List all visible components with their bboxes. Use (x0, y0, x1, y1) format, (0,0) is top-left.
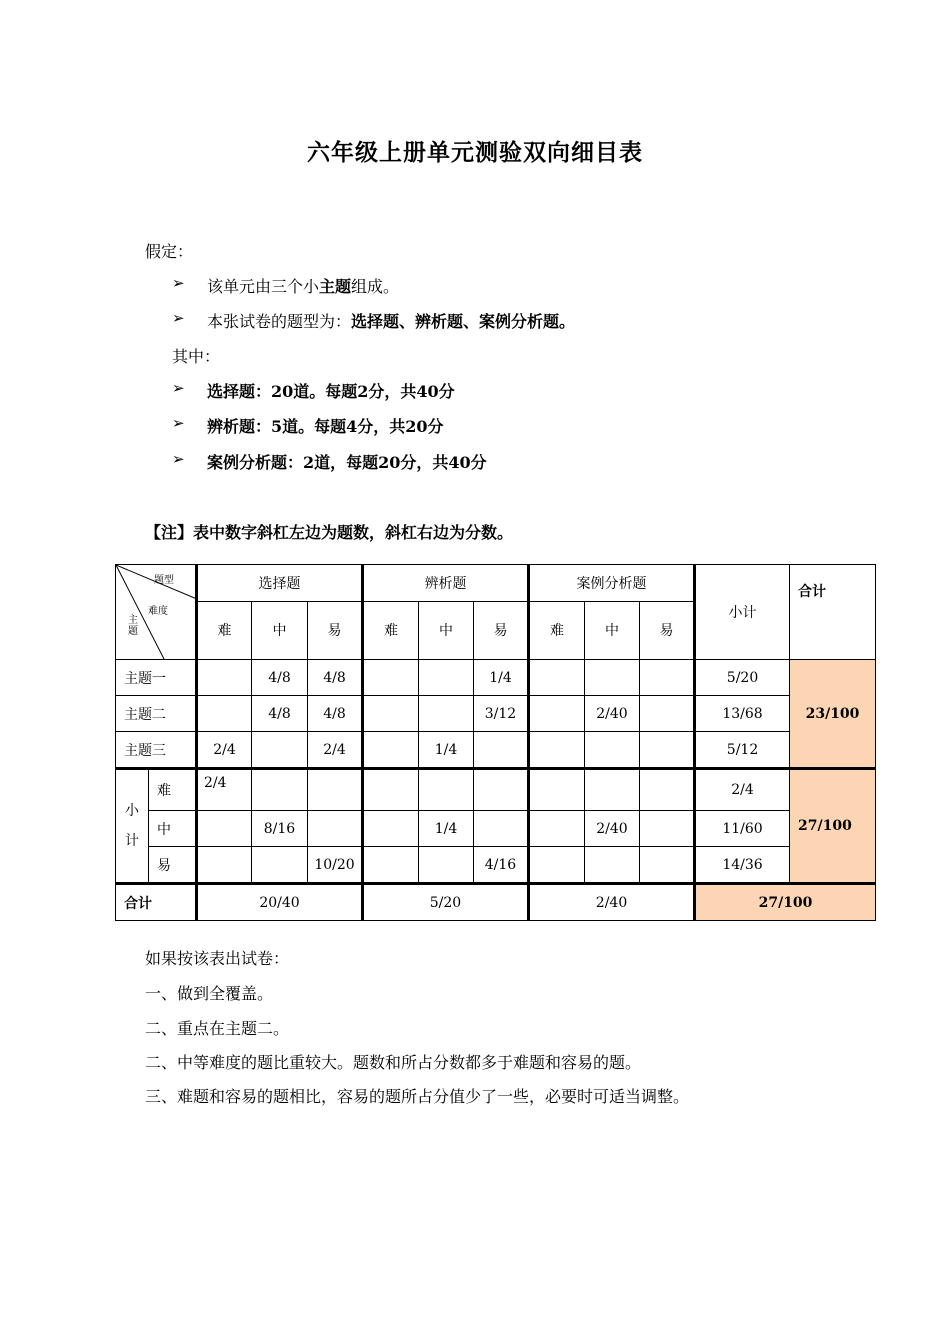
corner-cell (116, 565, 197, 660)
row-subtotal: 5/12 (695, 732, 790, 769)
cell (419, 660, 474, 696)
cell (529, 660, 585, 696)
row-label: 主题一 (116, 660, 197, 696)
table-row (116, 811, 876, 847)
cell (529, 847, 585, 884)
after-line: 一、做到全覆盖。 (145, 984, 274, 1003)
level-header: 易 (308, 601, 363, 659)
row-label: 易 (149, 847, 197, 884)
cell (640, 847, 695, 884)
row-subtotal: 11/60 (695, 811, 790, 847)
cell (640, 769, 695, 811)
level-header: 难 (363, 601, 419, 659)
cell: 2/40 (585, 696, 640, 732)
table-row (116, 847, 876, 884)
row-label: 中 (149, 811, 197, 847)
cell (474, 769, 529, 811)
cell (197, 660, 252, 696)
bullet-types: 本张试卷的题型为：选择题、辨析题、案例分析题。 (207, 312, 576, 331)
cell: 4/8 (308, 696, 363, 732)
sub-label-char: 小 (125, 803, 139, 819)
row-subtotal: 13/68 (695, 696, 790, 732)
row-label: 难 (149, 769, 197, 811)
cell (363, 660, 419, 696)
cell (419, 696, 474, 732)
cell (640, 732, 695, 769)
cell: 10/20 (308, 847, 363, 884)
row-label: 主题三 (116, 732, 197, 769)
bullet-topics: 该单元由三个小主题组成。 (207, 277, 400, 296)
group-discrim: 辨析题 (363, 565, 529, 602)
cell (474, 811, 529, 847)
assume-label: 假定： (145, 242, 194, 261)
after-line: 二、重点在主题二。 (145, 1019, 290, 1038)
among-label: 其中： (172, 347, 221, 366)
bullet-case: 案例分析题：2道，每题20分，共40分 (207, 453, 487, 472)
cell: 3/12 (474, 696, 529, 732)
bullet-arrow-icon: ➢ (172, 414, 185, 432)
level-header: 中 (419, 601, 474, 659)
topic-total: 23/100 (790, 660, 876, 769)
bullet-arrow-icon: ➢ (172, 450, 185, 468)
table-row (116, 696, 876, 732)
subtotal-side-label (116, 769, 149, 884)
level-header: 难 (529, 601, 585, 659)
cell (585, 660, 640, 696)
level-header: 易 (640, 601, 695, 659)
spec-table (115, 564, 876, 921)
row-subtotal: 2/4 (695, 769, 790, 811)
total-header: 合计 (790, 565, 876, 660)
after-line: 三、难题和容易的题相比，容易的题所占分值少了一些，必要时可适当调整。 (145, 1087, 690, 1106)
note: 【注】表中数字斜杠左边为题数，斜杠右边为分数。 (145, 523, 514, 542)
cell (308, 769, 363, 811)
cell (252, 732, 308, 769)
group-case: 案例分析题 (529, 565, 695, 602)
grand-total: 27/100 (695, 884, 876, 921)
cell: 2/4 (197, 732, 252, 769)
corner-topic: 主题 (128, 615, 138, 637)
corner-difficulty: 难度 (148, 606, 168, 617)
level-header: 中 (585, 601, 640, 659)
level-header: 难 (197, 601, 252, 659)
cell: 4/8 (308, 660, 363, 696)
corner-type: 题型 (154, 575, 174, 586)
table-row (116, 732, 876, 769)
row-label: 主题二 (116, 696, 197, 732)
level-header: 中 (252, 601, 308, 659)
bullet-discrim: 辨析题：5道。每题4分，共20分 (207, 417, 444, 436)
cell: 4/8 (252, 696, 308, 732)
cell (363, 847, 419, 884)
row-label: 合计 (116, 884, 197, 921)
bullet-arrow-icon: ➢ (172, 274, 185, 292)
bullet-arrow-icon: ➢ (172, 379, 185, 397)
cell: 1/4 (474, 660, 529, 696)
cell: 2/4 (308, 732, 363, 769)
group-total: 2/40 (529, 884, 695, 921)
cell (419, 769, 474, 811)
cell (529, 696, 585, 732)
row-subtotal: 5/20 (695, 660, 790, 696)
group-choice: 选择题 (197, 565, 363, 602)
after-intro: 如果按该表出试卷： (145, 949, 290, 968)
cell (363, 732, 419, 769)
table-row-total (116, 884, 876, 921)
bullet-choice: 选择题：20道。每题2分，共40分 (207, 382, 455, 401)
subtotal-header: 小计 (695, 565, 790, 660)
group-total: 20/40 (197, 884, 363, 921)
cell (197, 811, 252, 847)
cell (640, 811, 695, 847)
level-header: 易 (474, 601, 529, 659)
cell: 1/4 (419, 732, 474, 769)
cell (252, 847, 308, 884)
cell (308, 811, 363, 847)
table-row (116, 769, 876, 811)
cell: 4/8 (252, 660, 308, 696)
cell (529, 732, 585, 769)
cell (529, 811, 585, 847)
cell (585, 847, 640, 884)
sub-label-char: 计 (125, 833, 139, 849)
cell: 2/4 (197, 769, 252, 811)
row-subtotal: 14/36 (695, 847, 790, 884)
cell (474, 732, 529, 769)
cell (197, 696, 252, 732)
cell: 8/16 (252, 811, 308, 847)
cell: 2/40 (585, 811, 640, 847)
cell (585, 769, 640, 811)
cell (363, 696, 419, 732)
cell (640, 696, 695, 732)
cell (419, 847, 474, 884)
cell (640, 660, 695, 696)
cell (585, 732, 640, 769)
cell (363, 769, 419, 811)
table-row (116, 660, 876, 696)
cell: 1/4 (419, 811, 474, 847)
cell: 4/16 (474, 847, 529, 884)
cell (197, 847, 252, 884)
bullet-arrow-icon: ➢ (172, 309, 185, 327)
cell (252, 769, 308, 811)
cell (363, 811, 419, 847)
after-line: 二、中等难度的题比重较大。题数和所占分数都多于难题和容易的题。 (145, 1053, 642, 1072)
group-total: 5/20 (363, 884, 529, 921)
page-title: 六年级上册单元测验双向细目表 (307, 140, 643, 166)
level-total: 27/100 (790, 769, 876, 884)
cell (529, 769, 585, 811)
